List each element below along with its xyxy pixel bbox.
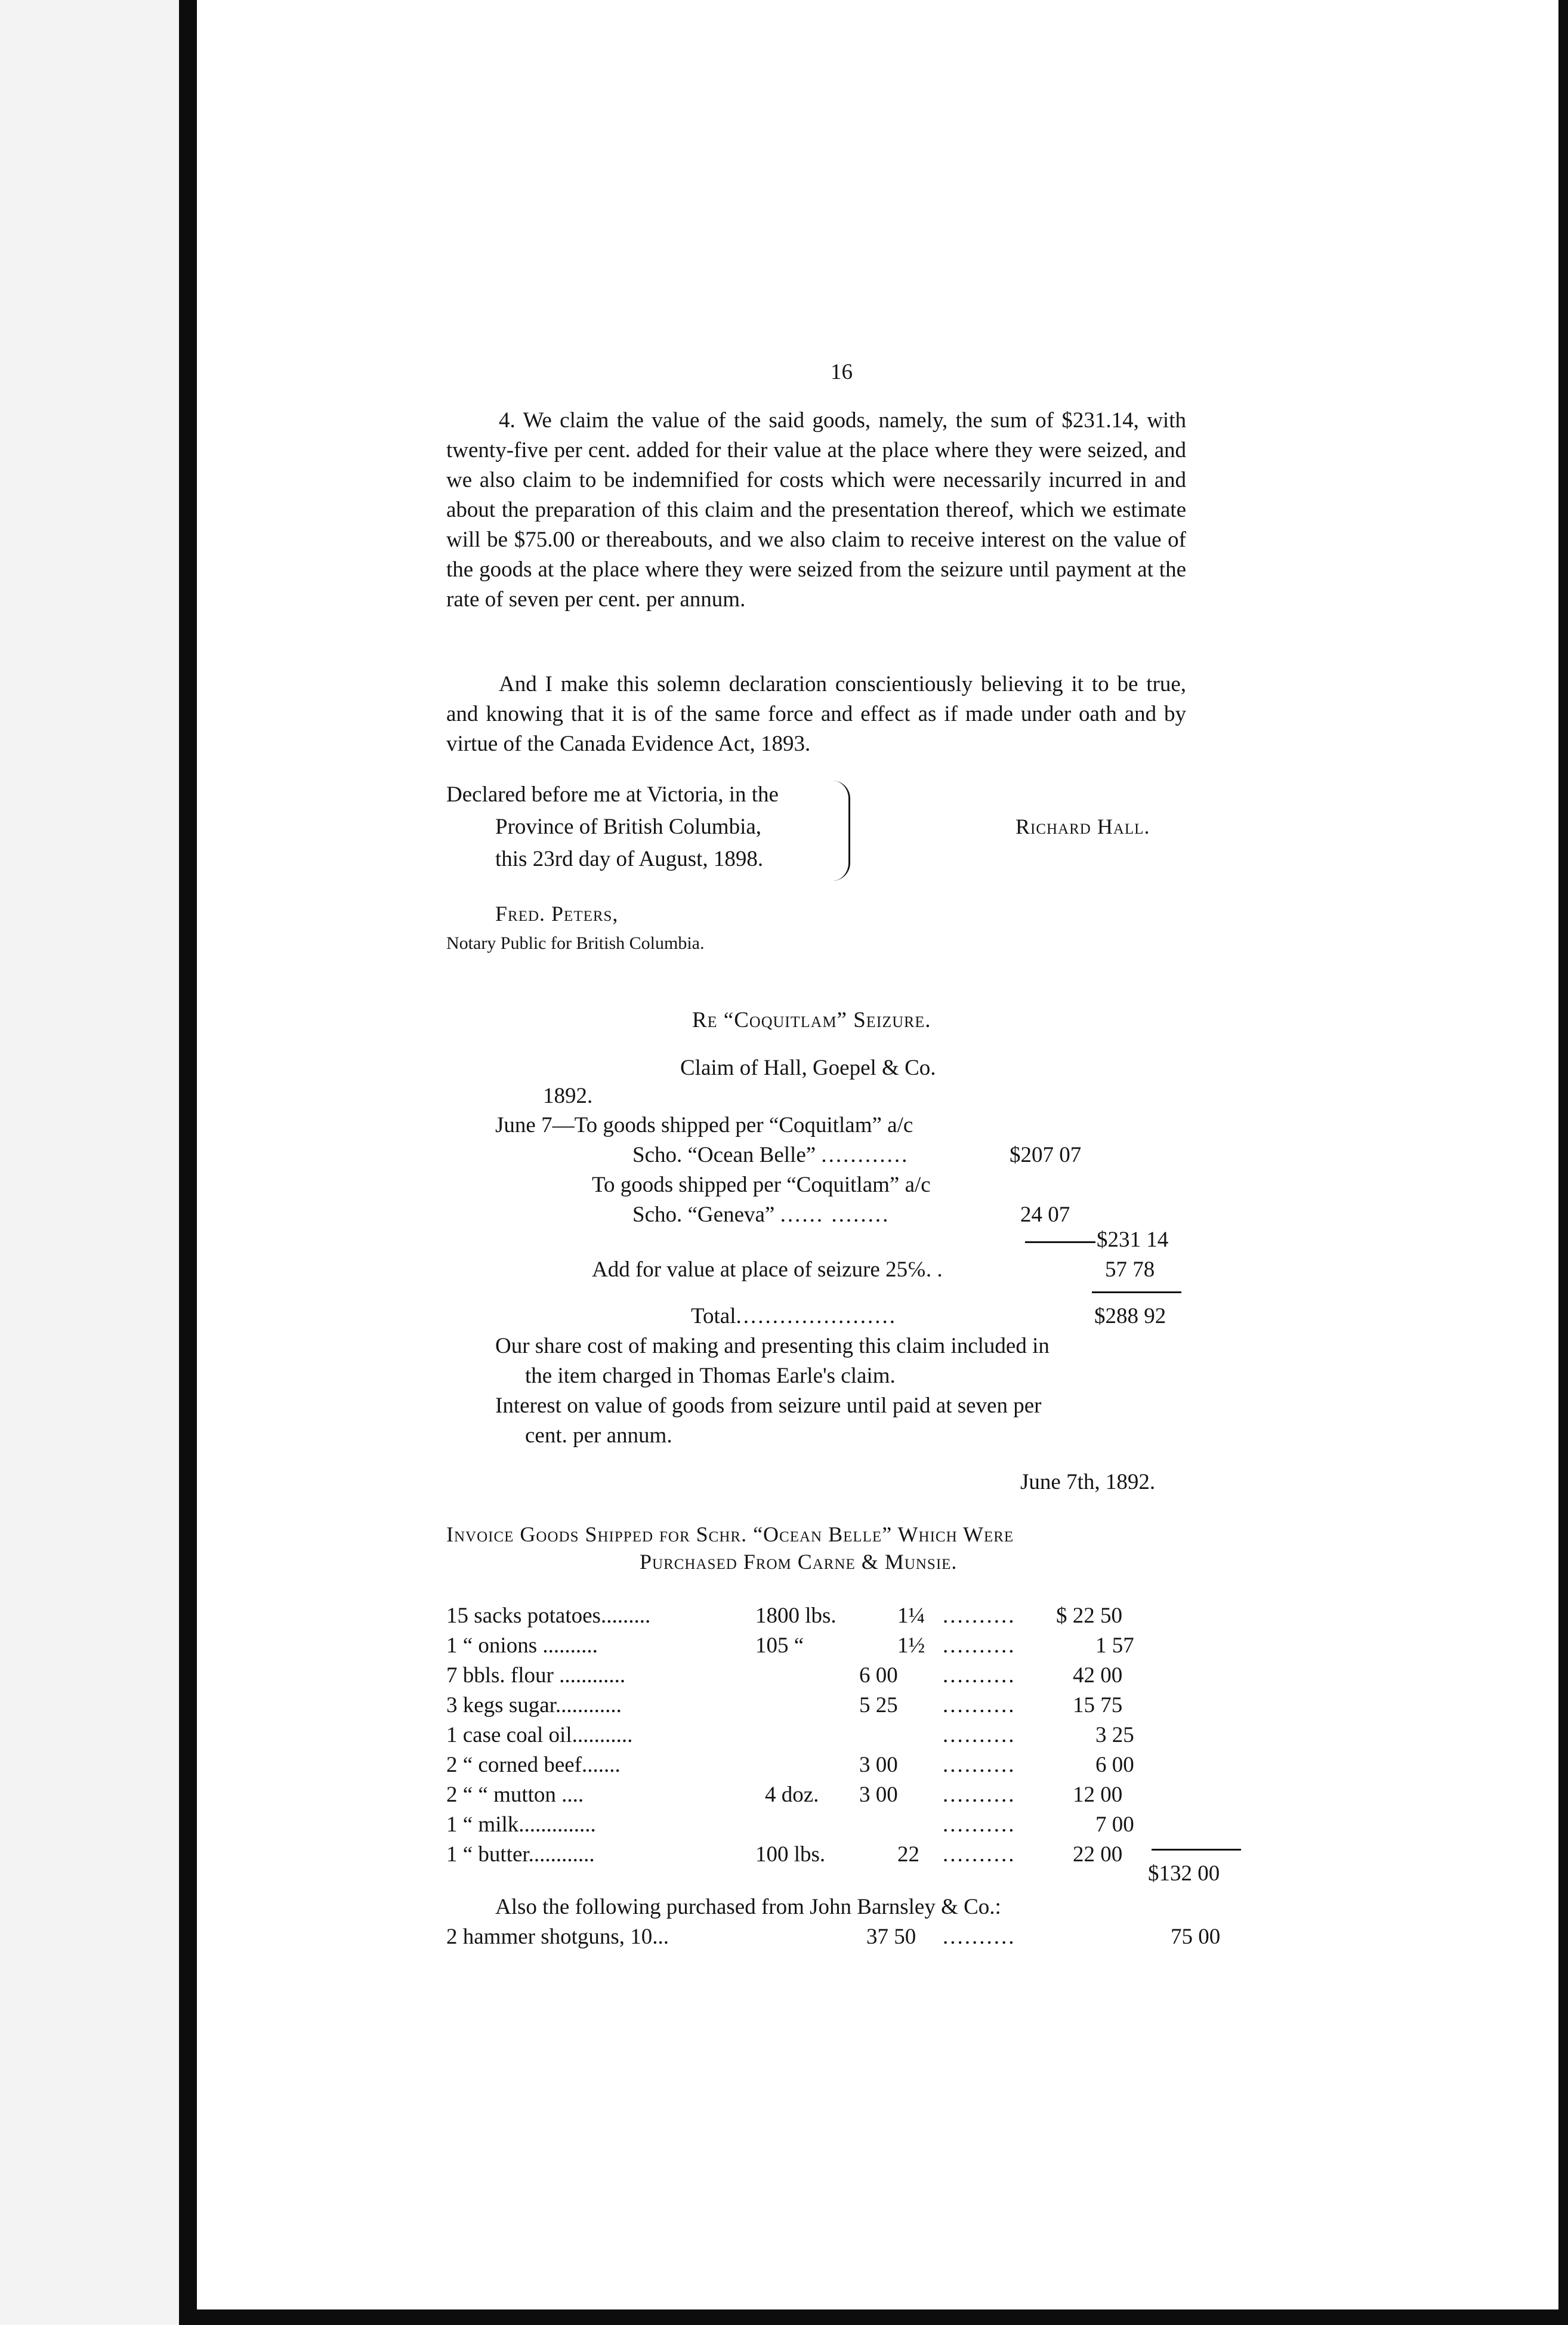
extra-item-amount: 75 00 [1171,1925,1221,1949]
invoice-item-name: 2 “ “ mutton .... [446,1783,584,1807]
invoice-item-quantity: 1800 lbs. [755,1604,837,1628]
ocean-belle-label: Scho. “Ocean Belle” [632,1143,816,1167]
invoice-item-leader: .......... [943,1842,1016,1867]
ocean-belle-amount: $207 07 [1010,1143,1082,1167]
invoice-item-amount: 12 00 [1073,1783,1123,1807]
claim-subheading: Claim of Hall, Goepel & Co. [680,1056,936,1080]
invoice-item-amount: $ 22 50 [1056,1604,1122,1628]
geneva-amount: 24 07 [1020,1202,1070,1227]
total-rule [1092,1291,1181,1293]
invoice-item-rate: 1½ [897,1633,925,1658]
invoice-item-rate: 6 00 [859,1663,898,1688]
invoice-item-rate: 22 [897,1842,919,1867]
extra-item-name: 2 hammer shotguns, 10... [446,1925,669,1949]
invoice-item-rate: 5 25 [859,1693,898,1717]
claim-add-label: Add for value at place of seizure 25℅. . [592,1257,943,1282]
invoice-item-leader: .......... [943,1663,1016,1688]
ocean-belle-leader: ............ [821,1143,909,1167]
right-page-edge [1558,0,1568,2325]
paragraph-claim-value [446,406,1186,615]
invoice-item-quantity: 100 lbs. [755,1842,826,1867]
notary-title: Notary Public for British Columbia. [446,933,705,953]
invoice-item-amount: 6 00 [1095,1753,1134,1777]
geneva-leader: ...... ........ [780,1202,890,1227]
declaration-paragraph [446,670,1186,759]
invoice-item-amount: 7 00 [1095,1812,1134,1837]
invoice-item-name: 7 bbls. flour ............ [446,1663,626,1688]
jurat-line-3: this 23rd day of August, 1898. [495,847,764,871]
invoice-item-name: 2 “ corned beef....... [446,1753,621,1777]
claim-note-1a: Our share cost of making and presenting this claim included in [495,1334,1050,1358]
invoice-item-rate: 3 00 [859,1753,898,1777]
extra-item-leader: .......... [943,1925,1016,1949]
page-number: 16 [831,360,853,384]
invoice-item-rate: 3 00 [859,1783,898,1807]
bottom-page-edge [179,2309,1568,2325]
invoice-item-rate: 1¼ [897,1604,925,1628]
invoice-item-leader: .......... [943,1633,1016,1658]
invoice-item-amount: 15 75 [1073,1693,1123,1717]
claim-line-3: To goods shipped per “Coquitlam” a/c [592,1173,931,1197]
invoice-item-name: 1 “ butter............ [446,1842,595,1867]
notary-name: Fred. Peters, [495,902,619,926]
invoice-subtotal: $132 00 [1148,1861,1220,1886]
claim-heading: Re “Coquitlam” Seizure. [692,1008,931,1032]
invoice-item-leader: .......... [943,1783,1016,1807]
jurat-brace [831,781,850,881]
claim-subtotal: $231 14 [1097,1228,1169,1252]
claim-line-4 [632,1202,890,1228]
claim-total-line [691,1303,897,1329]
subtotal-dash [1025,1241,1095,1243]
claim-add-amount: 57 78 [1105,1257,1155,1282]
claim-note-2a: Interest on value of goods from seizure until paid at seven per [495,1393,1042,1418]
invoice-title-line-2: Purchased From Carne & Munsie. [640,1550,958,1574]
invoice-title-line-1: Invoice Goods Shipped for Schr. “Ocean Belle” Which Were [446,1522,1014,1546]
paragraph-4-text: 4. We claim the value of the said goods, namely, the sum of $231.14, with twenty-five per cent. added for their value at the place where they were seized, and we also claim to be indemnified for costs which were necessarily incurred in and about the preparation of this claim and the presentation thereof, which we estimate will be $75.00 or thereabouts, and we also claim to receive interest on the value of the goods at the place where they were seized from the seizure until payment at the rate of seven per cent. per annum. [446,408,1186,612]
total-label: Total [691,1304,736,1328]
left-page-margin [0,0,179,2325]
total-leader: ...................... [736,1304,897,1328]
invoice-item-amount: 22 00 [1073,1842,1123,1867]
invoice-item-leader: .......... [943,1723,1016,1747]
invoice-item-name: 15 sacks potatoes......... [446,1604,651,1628]
claim-note-1b: the item charged in Thomas Earle's claim. [525,1364,896,1388]
signatory-name: Richard Hall. [1016,815,1150,838]
claim-total-amount: $288 92 [1094,1304,1166,1328]
also-purchased-line: Also the following purchased from John Barnsley & Co.: [495,1895,1001,1919]
invoice-item-leader: .......... [943,1693,1016,1717]
invoice-item-name: 1 case coal oil........... [446,1723,633,1747]
extra-item-rate: 37 50 [866,1925,916,1949]
claim-year: 1892. [543,1084,593,1108]
claim-line-2 [632,1142,909,1168]
invoice-item-quantity: 4 doz. [765,1783,819,1807]
invoice-subtotal-dash [1152,1849,1241,1851]
invoice-item-leader: .......... [943,1604,1016,1628]
jurat-line-2: Province of British Columbia, [495,815,762,839]
declaration-text: And I make this solemn declaration conscientiously believing it to be true, and knowing that it is of the same force and effect as if made under oath and by virtue of the Canada Evidence Act, 1893. [446,672,1186,756]
invoice-item-name: 1 “ onions .......... [446,1633,598,1658]
geneva-label: Scho. “Geneva” [632,1202,775,1227]
claim-note-2b: cent. per annum. [525,1423,672,1448]
invoice-item-name: 1 “ milk.............. [446,1812,596,1837]
invoice-item-amount: 1 57 [1095,1633,1134,1658]
jurat-line-1: Declared before me at Victoria, in the [446,782,779,807]
invoice-item-leader: .......... [943,1753,1016,1777]
invoice-date: June 7th, 1892. [1020,1470,1156,1494]
claim-line-1: June 7—To goods shipped per “Coquitlam” a/c [495,1113,913,1137]
invoice-item-leader: .......... [943,1812,1016,1837]
invoice-item-name: 3 kegs sugar............ [446,1693,622,1717]
binding-edge [179,0,197,2325]
invoice-item-amount: 3 25 [1095,1723,1134,1747]
invoice-item-amount: 42 00 [1073,1663,1123,1688]
invoice-item-quantity: 105 “ [755,1633,804,1658]
